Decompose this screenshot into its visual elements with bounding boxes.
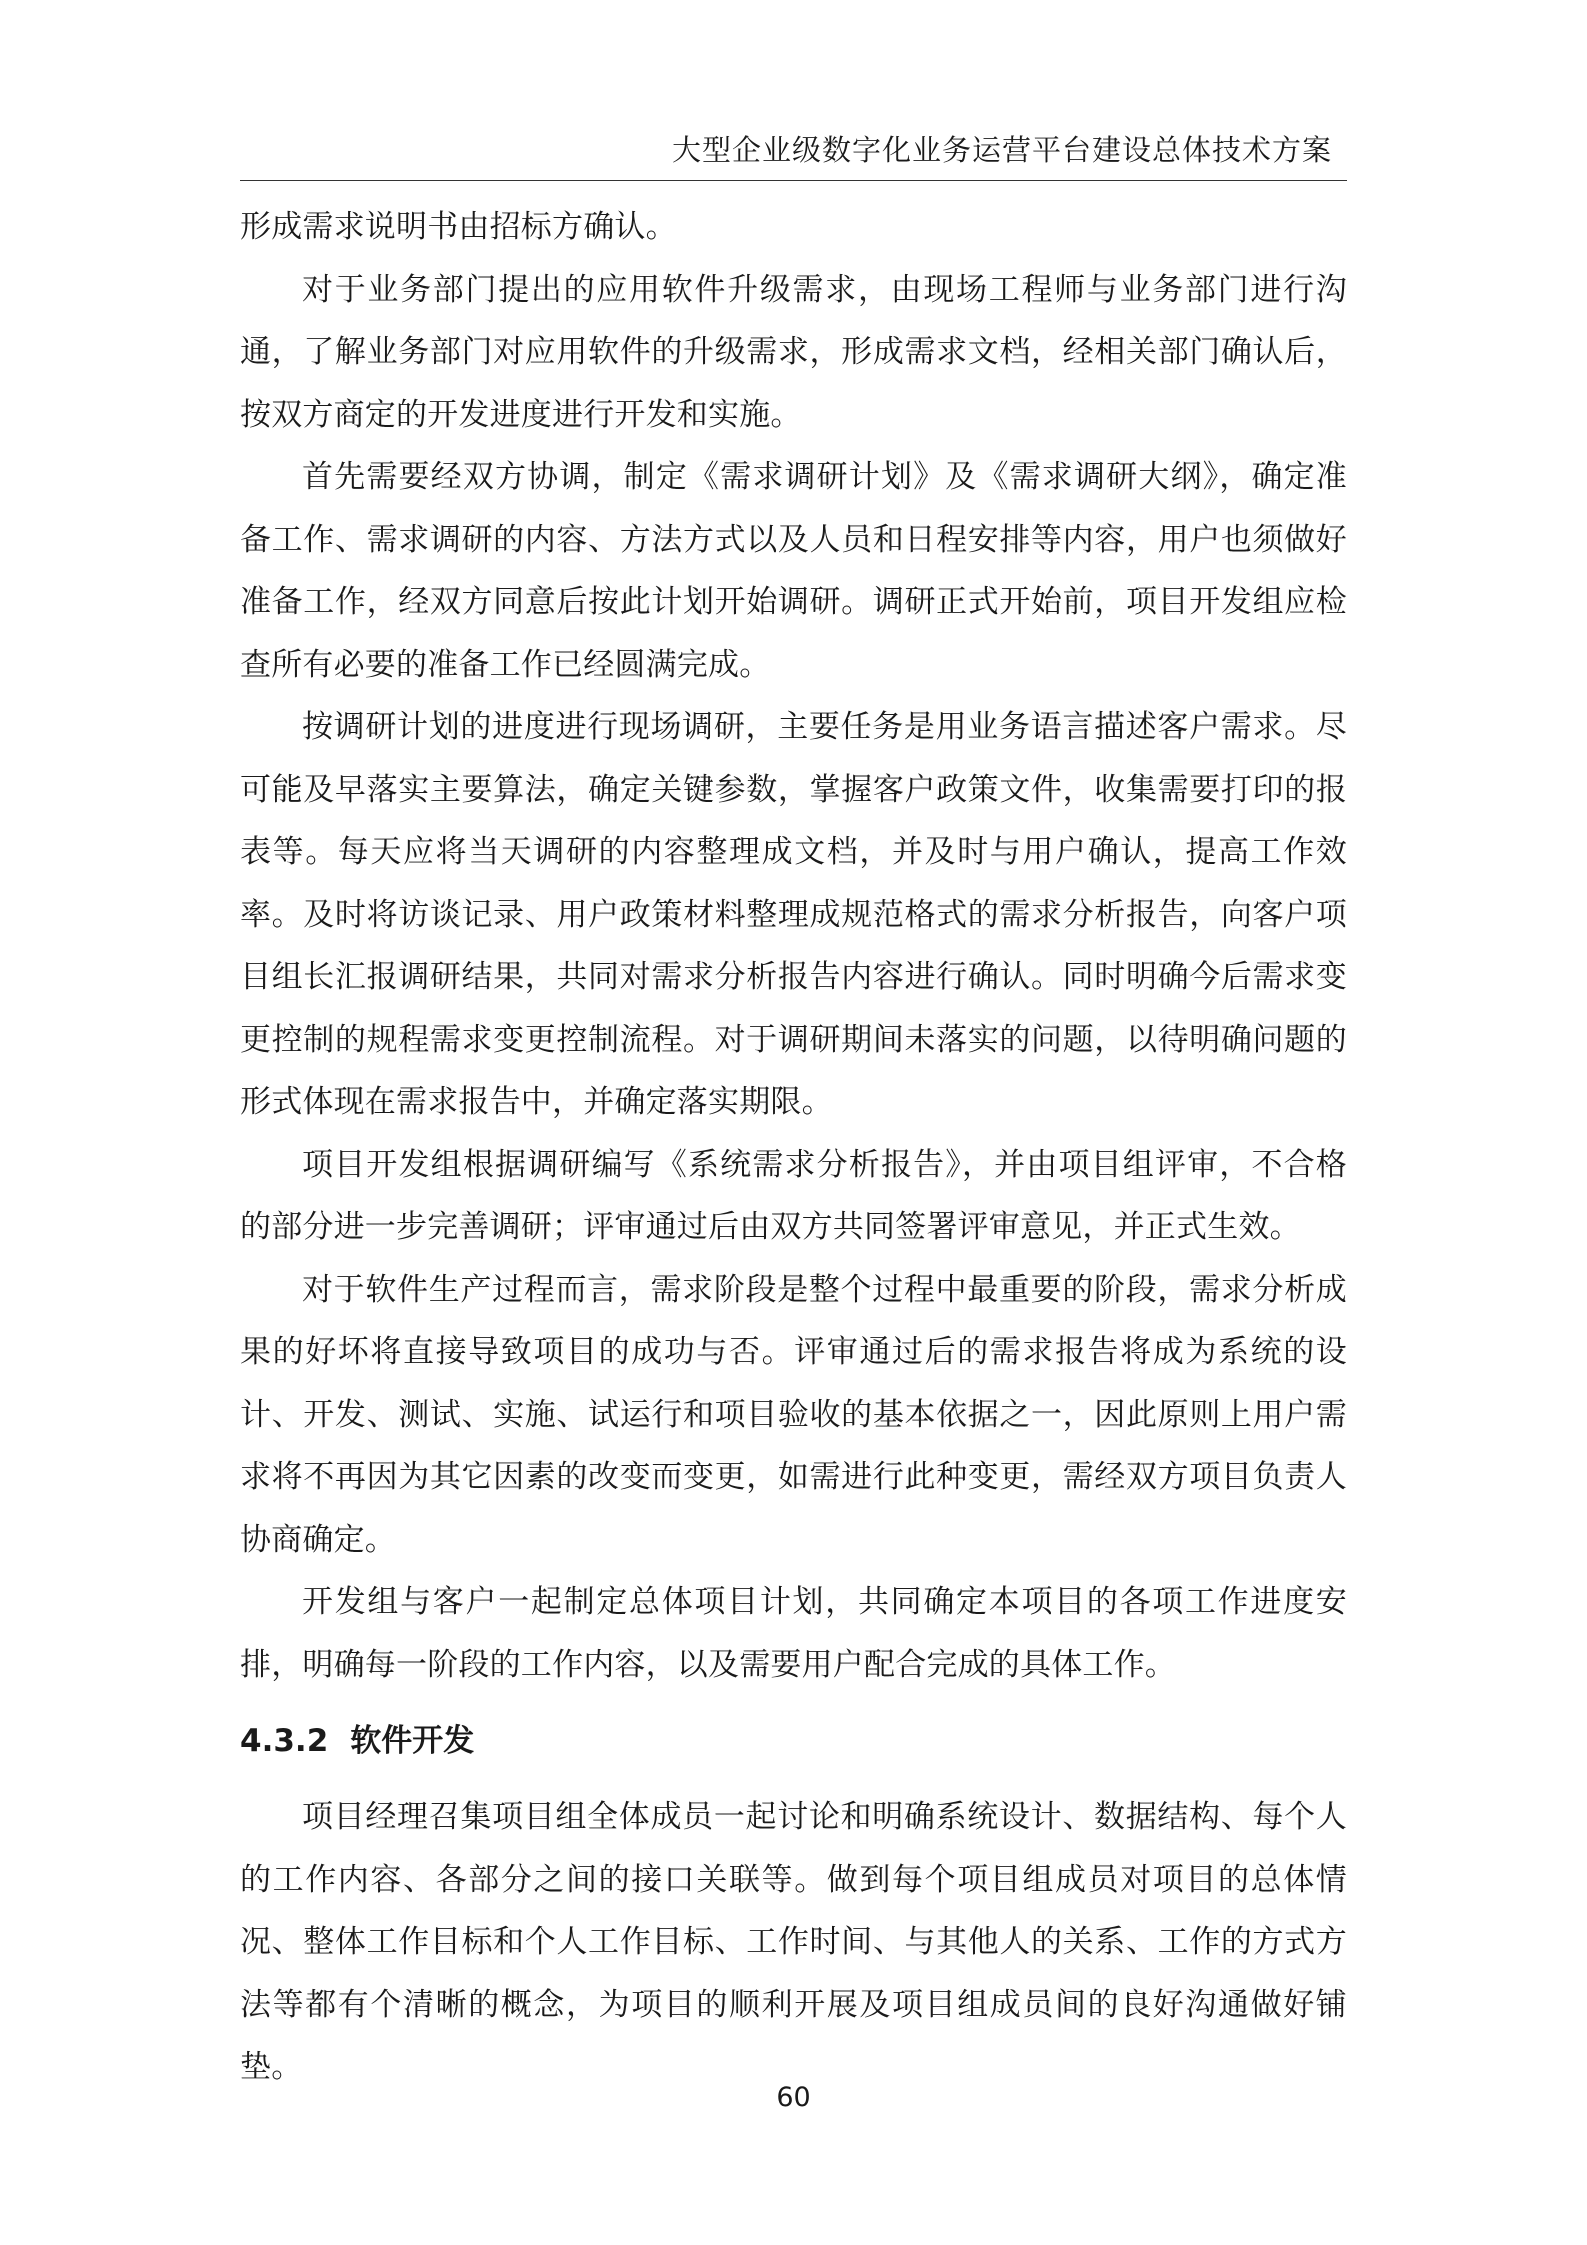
paragraph-continuation: 形成需求说明书由招标方确认。 xyxy=(240,209,677,245)
page-number: 60 xyxy=(776,2082,811,2113)
paragraph-project-plan: 开发组与客户一起制定总体项目计划，共同确定本项目的各项工作进度安排，明确每一阶段的工作内容，以及需要用户配合完成的具体工作。 xyxy=(240,1584,1347,1683)
section-title: 软件开发 xyxy=(350,1723,475,1759)
page-body xyxy=(240,196,1347,2099)
running-header: 大型企业级数字化业务运营平台建设总体技术方案 xyxy=(671,133,1332,167)
paragraph-field-research: 按调研计划的进度进行现场调研，主要任务是用业务语言描述客户需求。尽可能及早落实主要算法，确定关键参数，掌握客户政策文件，收集需要打印的报表等。每天应将当天调研的内容整理成文档，并及时与用户确认，提高工作效率。及时将访谈记录、用户政策材料整理成规范格式的需求分析报告，向客户项目组长汇报调研结果，共同对需求分析报告内容进行确认。同时明确今后需求变更控制的规程需求变更控制流程。对于调研期间未落实的问题，以待明确问题的形式体现在需求报告中，并确定落实期限。 xyxy=(240,709,1347,1120)
section-number: 4.3.2 xyxy=(240,1723,329,1759)
section-heading xyxy=(240,1710,1347,1772)
paragraph-requirements-importance: 对于软件生产过程而言，需求阶段是整个过程中最重要的阶段，需求分析成果的好坏将直接导致项目的成功与否。评审通过后的需求报告将成为系统的设计、开发、测试、实施、试运行和项目验收的基本依据之一，因此原则上用户需求将不再因为其它因素的改变而变更，如需进行此种变更，需经双方项目负责人协商确定。 xyxy=(240,1271,1347,1558)
paragraph-upgrade-requests: 对于业务部门提出的应用软件升级需求，由现场工程师与业务部门进行沟通，了解业务部门对应用软件的升级需求，形成需求文档，经相关部门确认后，按双方商定的开发进度进行开发和实施。 xyxy=(240,271,1347,433)
paragraph-research-plan: 首先需要经双方协调，制定《需求调研计划》及《需求调研大纲》，确定准备工作、需求调研的内容、方法方式以及人员和日程安排等内容，用户也须做好准备工作，经双方同意后按此计划开始调研。调研正式开始前，项目开发组应检查所有必要的准备工作已经圆满完成。 xyxy=(240,459,1347,683)
header-rule xyxy=(240,180,1347,181)
paragraph-requirements-report: 项目开发组根据调研编写《系统需求分析报告》，并由项目组评审，不合格的部分进一步完善调研；评审通过后由双方共同签署评审意见，并正式生效。 xyxy=(240,1146,1347,1245)
paragraph-team-kickoff: 项目经理召集项目组全体成员一起讨论和明确系统设计、数据结构、每个人的工作内容、各部分之间的接口关联等。做到每个项目组成员对项目的总体情况、整体工作目标和个人工作目标、工作时间、与其他人的关系、工作的方式方法等都有个清晰的概念，为项目的顺利开展及项目组成员间的良好沟通做好铺垫。 xyxy=(240,1799,1347,2085)
